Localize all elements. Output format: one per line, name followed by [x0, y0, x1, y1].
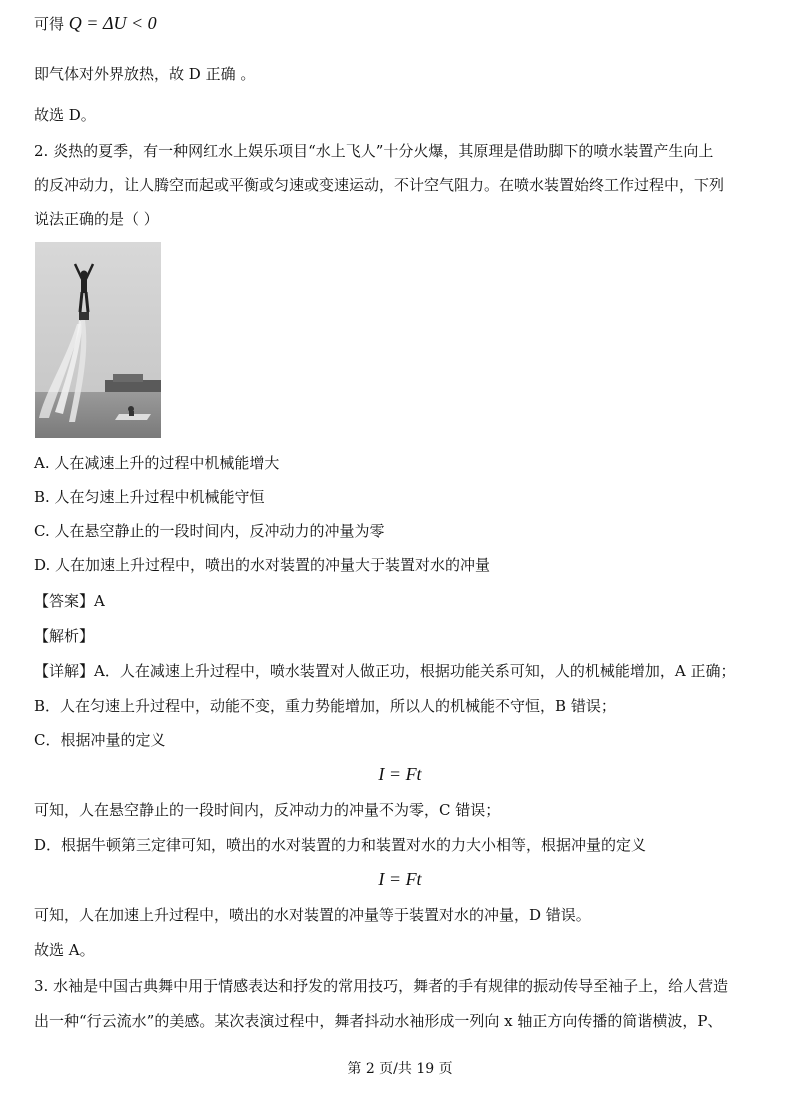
question-3-text: 出一种“行云流水”的美感。某次表演过程中，舞者抖动水袖形成一列向 x 轴正方向传播的简谐横波，P、 [34, 1012, 723, 1030]
text-line: 即气体对外界放热，故 D 正确 。 [34, 65, 256, 83]
question-2-text: 2. 炎热的夏季，有一种网红水上娱乐项目“水上飞人”十分火爆，其原理是借助脚下的喷水装置产生向上 [34, 142, 714, 160]
formula-impulse: I = Ft [378, 764, 422, 784]
question-2-text: 的反冲动力，让人腾空而起或平衡或匀速或变速运动，不计空气阻力。在喷水装置始终工作过程中，下列 [34, 176, 725, 194]
detail-text: B．人在匀速上升过程中，动能不变，重力势能增加，所以人的机械能不守恒，B 错误； [34, 697, 616, 715]
detail-text: 【详解】A．人在减速上升过程中，喷水装置对人做正功，根据功能关系可知，人的机械能增加，A 正确； [34, 662, 736, 680]
option-b: B. 人在匀速上升过程中机械能守恒 [34, 488, 265, 506]
option-d: D. 人在加速上升过程中，喷出的水对装置的冲量大于装置对水的冲量 [34, 556, 491, 574]
equation-line [34, 12, 157, 35]
option-c: C. 人在悬空静止的一段时间内，反冲动力的冲量为零 [34, 522, 385, 540]
detail-text: 可知，人在悬空静止的一段时间内，反冲动力的冲量不为零，C 错误； [34, 801, 501, 819]
option-a: A. 人在减速上升的过程中机械能增大 [34, 454, 280, 472]
detail-text: C．根据冲量的定义 [34, 731, 166, 749]
question-2-text: 说法正确的是（ ） [34, 210, 159, 228]
answer-label: 【答案】A [34, 592, 105, 610]
detail-text: 故选 A。 [34, 941, 95, 959]
page-footer: 第 2 页/共 19 页 [347, 1061, 453, 1077]
detail-text: 可知，人在加速上升过程中，喷出的水对装置的冲量等于装置对水的冲量，D 错误。 [34, 906, 591, 924]
equation-prefix: 可得 [34, 15, 65, 33]
analysis-label: 【解析】 [34, 627, 95, 645]
flyboard-photo [35, 242, 161, 438]
formula-impulse: I = Ft [378, 869, 422, 889]
question-3-text: 3. 水袖是中国古典舞中用于情感表达和抒发的常用技巧，舞者的手有规律的振动传导至袖子上，给人营造 [34, 977, 729, 995]
detail-text: D．根据牛顿第三定律可知，喷出的水对装置的力和装置对水的力大小相等，根据冲量的定义 [34, 836, 647, 854]
text-line: 故选 D。 [34, 106, 96, 124]
equation-q-du: Q = ΔU < 0 [68, 13, 157, 33]
